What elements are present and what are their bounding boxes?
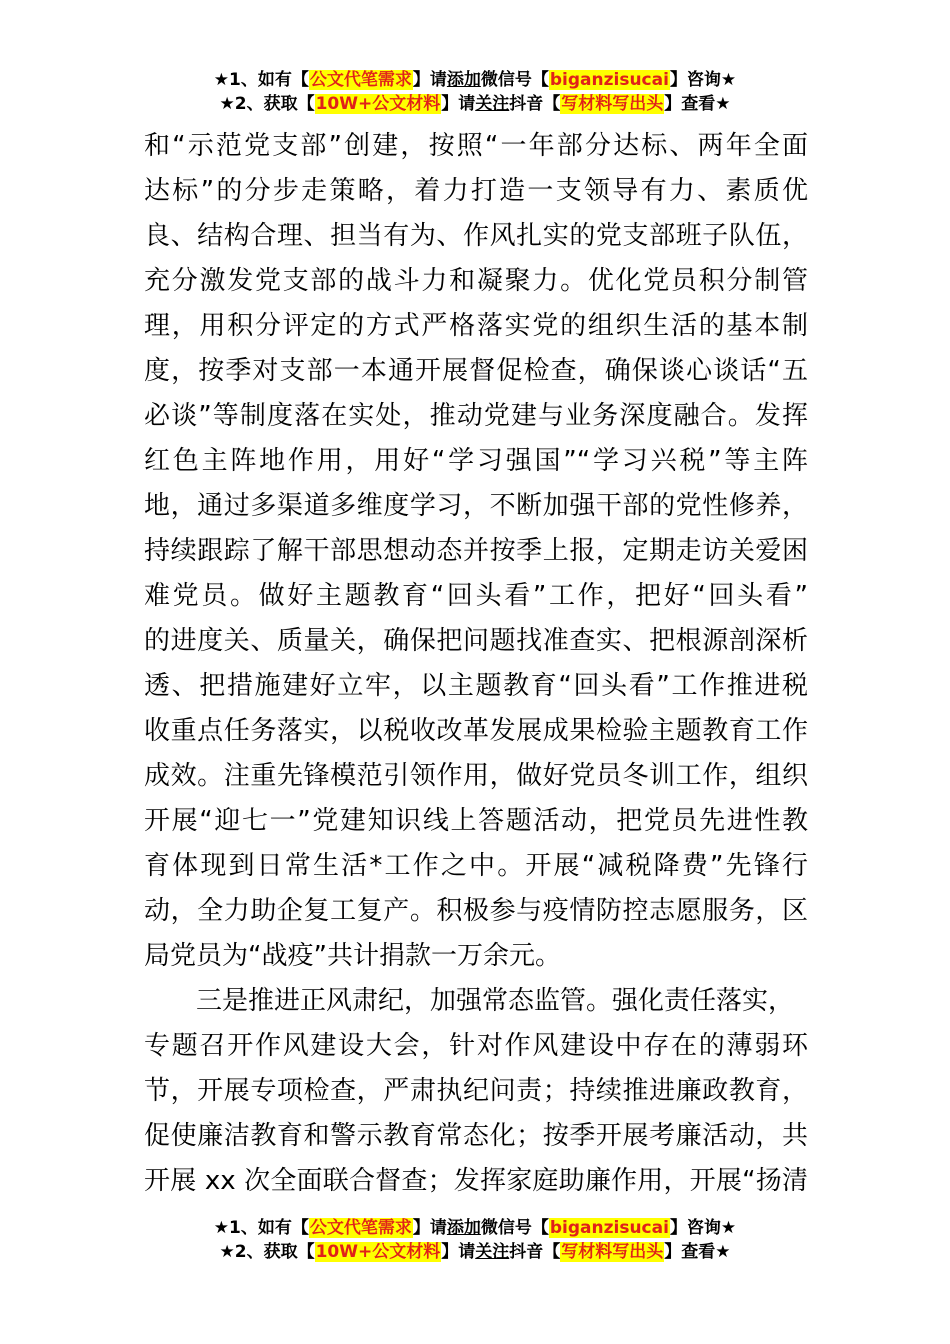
text-line: 充分激发党支部的战斗力和凝聚力。优化党员积分制管 — [144, 266, 808, 296]
text-line: 地，通过多渠道多维度学习，不断加强干部的党性修养， — [144, 491, 808, 521]
paragraph-2 — [144, 979, 808, 1204]
text-line: 促使廉洁教育和警示教育常态化；按季开展考廉活动，共 — [144, 1121, 808, 1151]
banner-douyin-id: 写材料写出头 — [561, 94, 664, 114]
banner-highlight: 10W+公文材料 — [315, 94, 441, 114]
banner-wechat-id: biganzisucai — [549, 70, 669, 90]
text-line: 局党员为“战疫”共计捐款一万余元。 — [144, 941, 561, 971]
text-line: 持续跟踪了解干部思想动态并按季上报，定期走访关爱困 — [144, 536, 808, 566]
text-line: 收重点任务落实，以税收改革发展成果检验主题教育工作 — [144, 716, 808, 746]
banner-line-1: ★1、如有【公文代笔需求】请添加微信号【biganzisucai】咨询★ — [213, 70, 737, 90]
banner-line-2: ★2、获取【10W+公文材料】请关注抖音【写材料写出头】查看★ — [219, 1242, 731, 1262]
text-line: 三是推进正风肃纪，加强常态监管。强化责任落实， — [196, 986, 795, 1016]
text-line: 度，按季对支部一本通开展督促检查，确保谈心谈话“五 — [144, 356, 808, 386]
banner-highlight: 公文代笔需求 — [309, 70, 412, 90]
text-line: 红色主阵地作用，用好“学习强国”“学习兴税”等主阵 — [144, 446, 808, 476]
banner-line-1: ★1、如有【公文代笔需求】请添加微信号【biganzisucai】咨询★ — [213, 1218, 737, 1238]
text-line: 透、把措施建好立牢，以主题教育“回头看”工作推进税 — [144, 671, 808, 701]
text-line: 育体现到日常生活*工作之中。开展“减税降费”先锋行 — [144, 851, 808, 881]
text-line: 节，开展专项检查，严肃执纪问责；持续推进廉政教育， — [144, 1076, 808, 1106]
banner-highlight: 10W+公文材料 — [315, 1242, 441, 1262]
text-line: 成效。注重先锋模范引领作用，做好党员冬训工作，组织 — [144, 761, 808, 791]
text-line: 和“示范党支部”创建，按照“一年部分达标、两年全面 — [144, 131, 808, 161]
banner-wechat-id: biganzisucai — [549, 1218, 669, 1238]
header-banner — [0, 68, 950, 116]
banner-highlight: 公文代笔需求 — [309, 1218, 412, 1238]
footer-banner — [0, 1216, 950, 1264]
text-line: 开展 xx 次全面联合督查；发挥家庭助廉作用，开展“扬清 — [144, 1166, 808, 1196]
text-line: 动，全力助企复工复产。积极参与疫情防控志愿服务，区 — [144, 896, 808, 926]
document-body — [144, 124, 808, 1204]
text-line: 的进度关、质量关，确保把问题找准查实、把根源剖深析 — [144, 626, 808, 656]
banner-douyin-id: 写材料写出头 — [561, 1242, 664, 1262]
banner-line-2: ★2、获取【10W+公文材料】请关注抖音【写材料写出头】查看★ — [219, 94, 731, 114]
text-line: 专题召开作风建设大会，针对作风建设中存在的薄弱环 — [144, 1031, 808, 1061]
text-line: 开展“迎七一”党建知识线上答题活动，把党员先进性教 — [144, 806, 808, 836]
text-line: 必谈”等制度落在实处，推动党建与业务深度融合。发挥 — [144, 401, 808, 431]
text-line: 难党员。做好主题教育“回头看”工作，把好“回头看” — [144, 581, 808, 611]
text-line: 达标”的分步走策略，着力打造一支领导有力、素质优 — [144, 176, 808, 206]
text-line: 理，用积分评定的方式严格落实党的组织生活的基本制 — [144, 311, 808, 341]
text-line: 良、结构合理、担当有为、作风扎实的党支部班子队伍， — [144, 221, 808, 251]
paragraph-1 — [144, 124, 808, 979]
